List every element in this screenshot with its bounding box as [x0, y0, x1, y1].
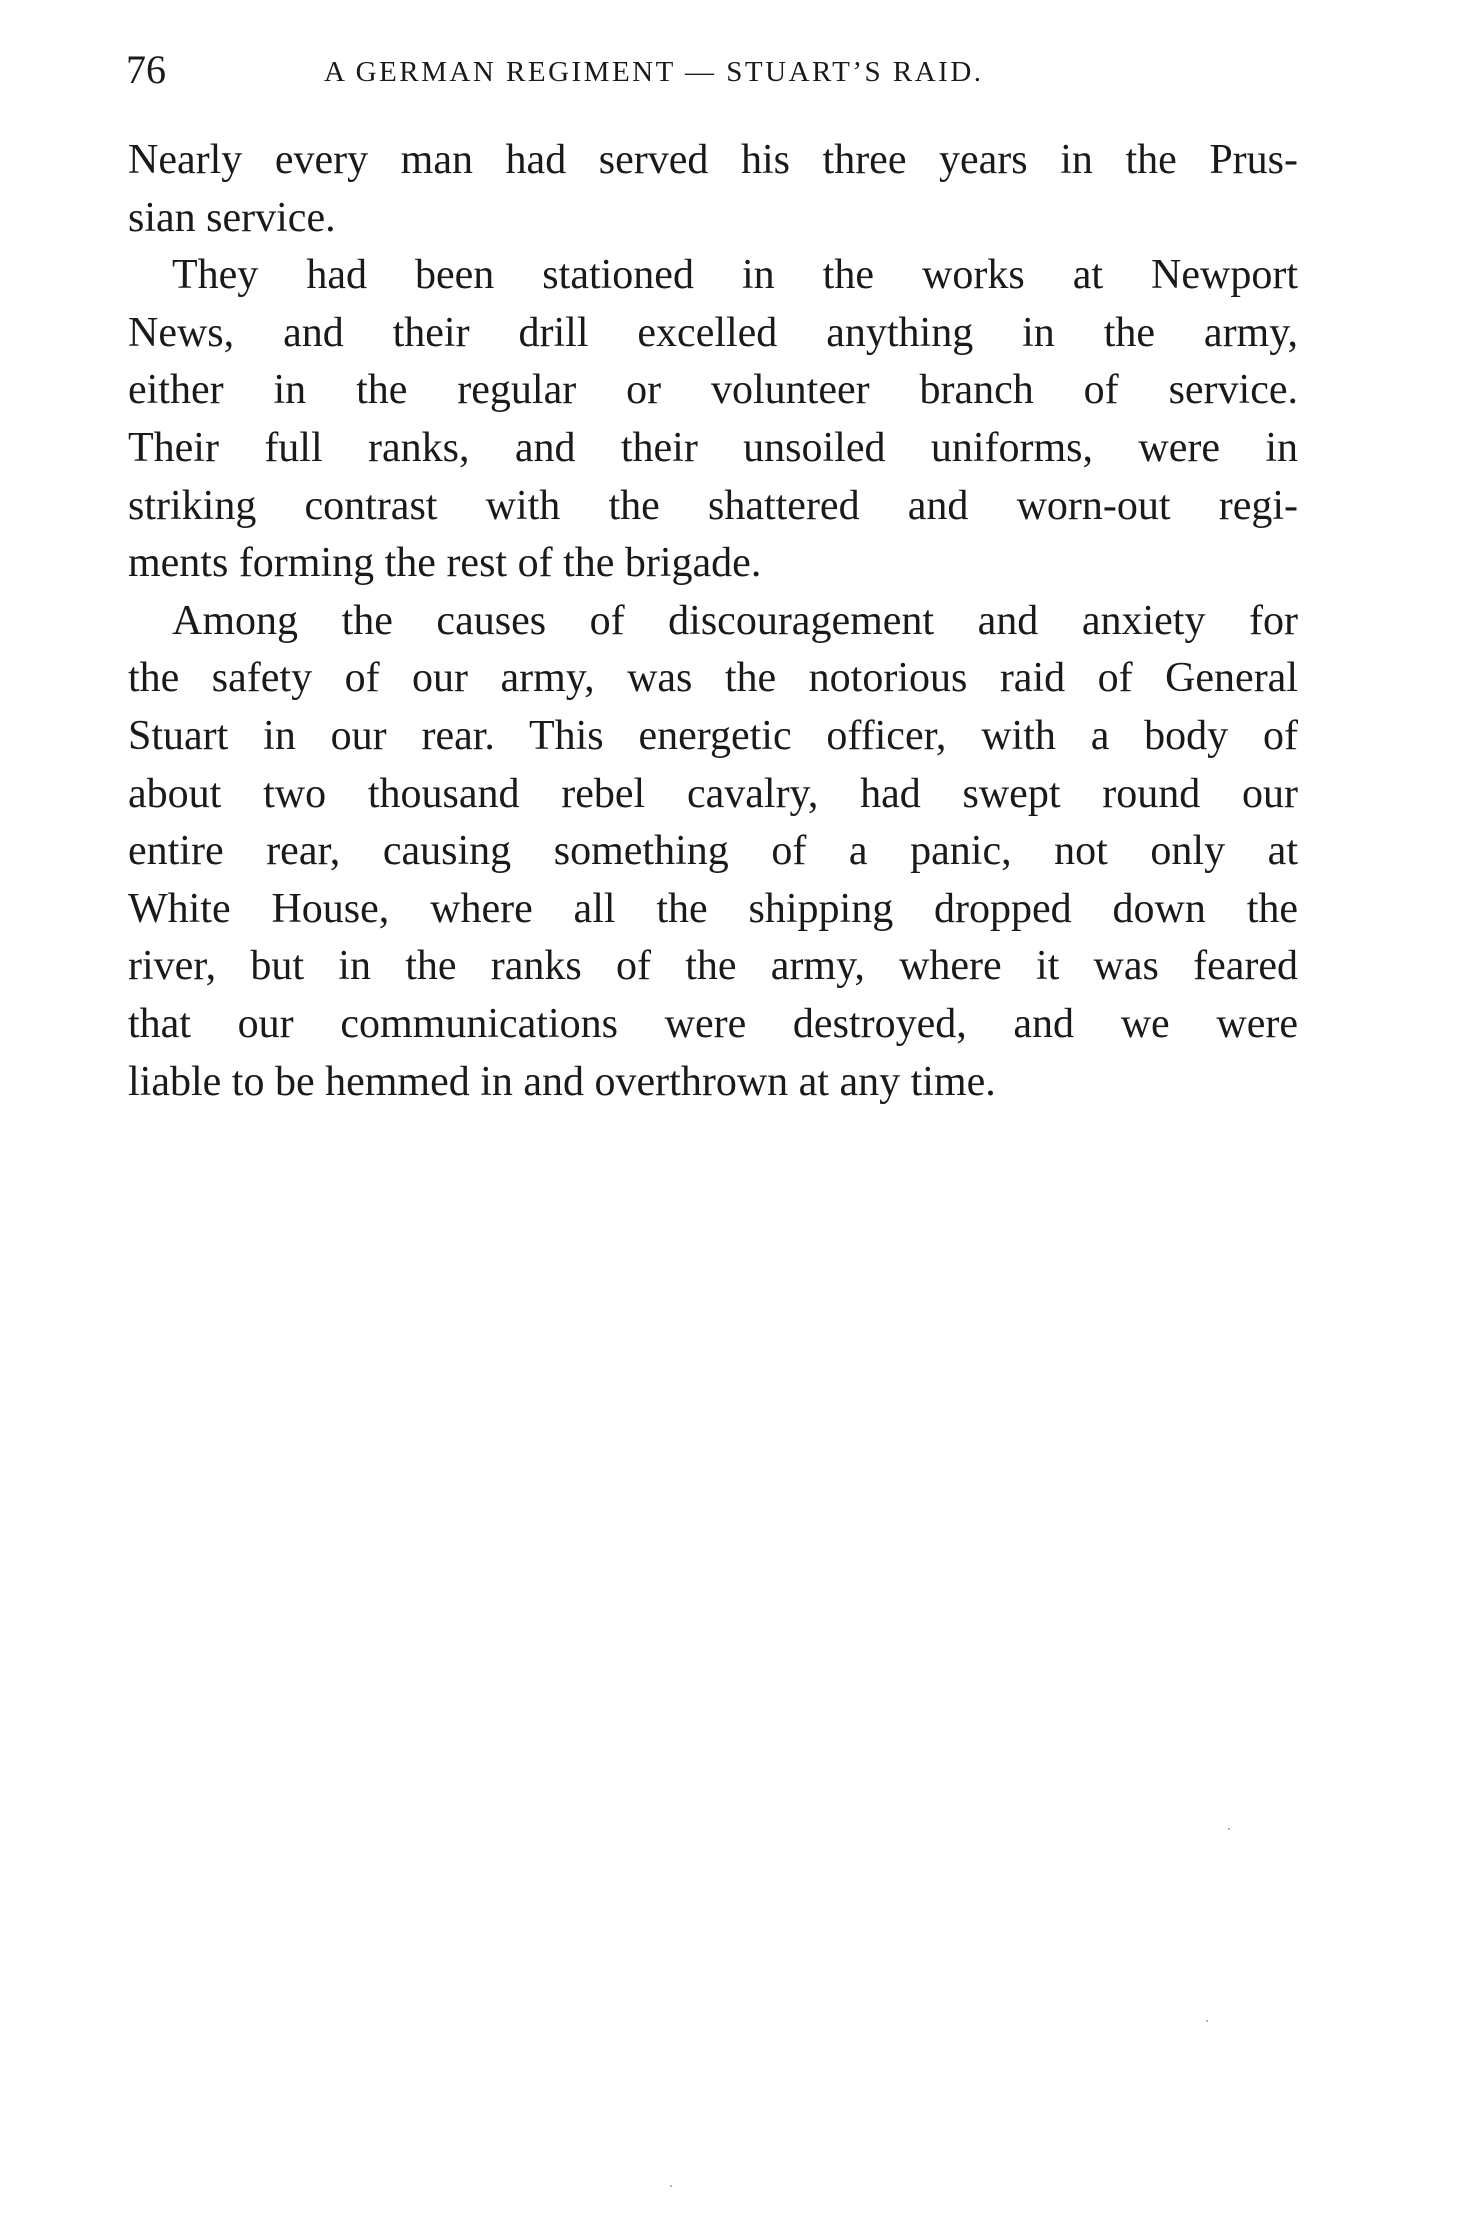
running-title: A GERMAN REGIMENT — STUART’S RAID.	[324, 56, 984, 88]
text-line: Among the causes of discouragement and anxiety for	[172, 597, 1298, 644]
paragraph-3	[128, 593, 1298, 1111]
text-line: river, but in the ranks of the army, where it was feared	[128, 943, 1298, 990]
body-text	[128, 132, 1298, 1111]
text-line: striking contrast with the shattered and worn-out regi-	[128, 482, 1298, 529]
text-line: Stuart in our rear. This energetic officer, with a body of	[128, 712, 1298, 759]
scan-speck	[1206, 2020, 1208, 2022]
text-line: News, and their drill excelled anything in the army,	[128, 309, 1298, 356]
text-line: that our communications were destroyed, and we were	[128, 1000, 1298, 1047]
text-line: White House, where all the shipping dropped down the	[128, 885, 1298, 932]
text-line: Their full ranks, and their unsoiled uniforms, were in	[128, 424, 1298, 471]
running-header	[126, 40, 1306, 100]
text-line: about two thousand rebel cavalry, had swept round our	[128, 770, 1298, 817]
text-line: ments forming the rest of the brigade.	[128, 540, 762, 587]
text-line: either in the regular or volunteer branch of service.	[128, 367, 1298, 414]
paragraph-1	[128, 132, 1298, 247]
scan-speck	[670, 2185, 672, 2187]
text-line: Nearly every man had served his three years in the Prus-	[128, 137, 1298, 183]
text-line: the safety of our army, was the notorious raid of General	[128, 655, 1298, 702]
text-line: They had been stationed in the works at Newport	[172, 252, 1298, 299]
page-number: 76	[126, 47, 166, 92]
scan-speck	[1228, 1828, 1230, 1830]
text-line: entire rear, causing something of a panic, not only at	[128, 828, 1298, 875]
text-line: sian service.	[128, 194, 336, 241]
text-line: liable to be hemmed in and overthrown at any time.	[128, 1058, 996, 1105]
paragraph-2	[128, 247, 1298, 593]
